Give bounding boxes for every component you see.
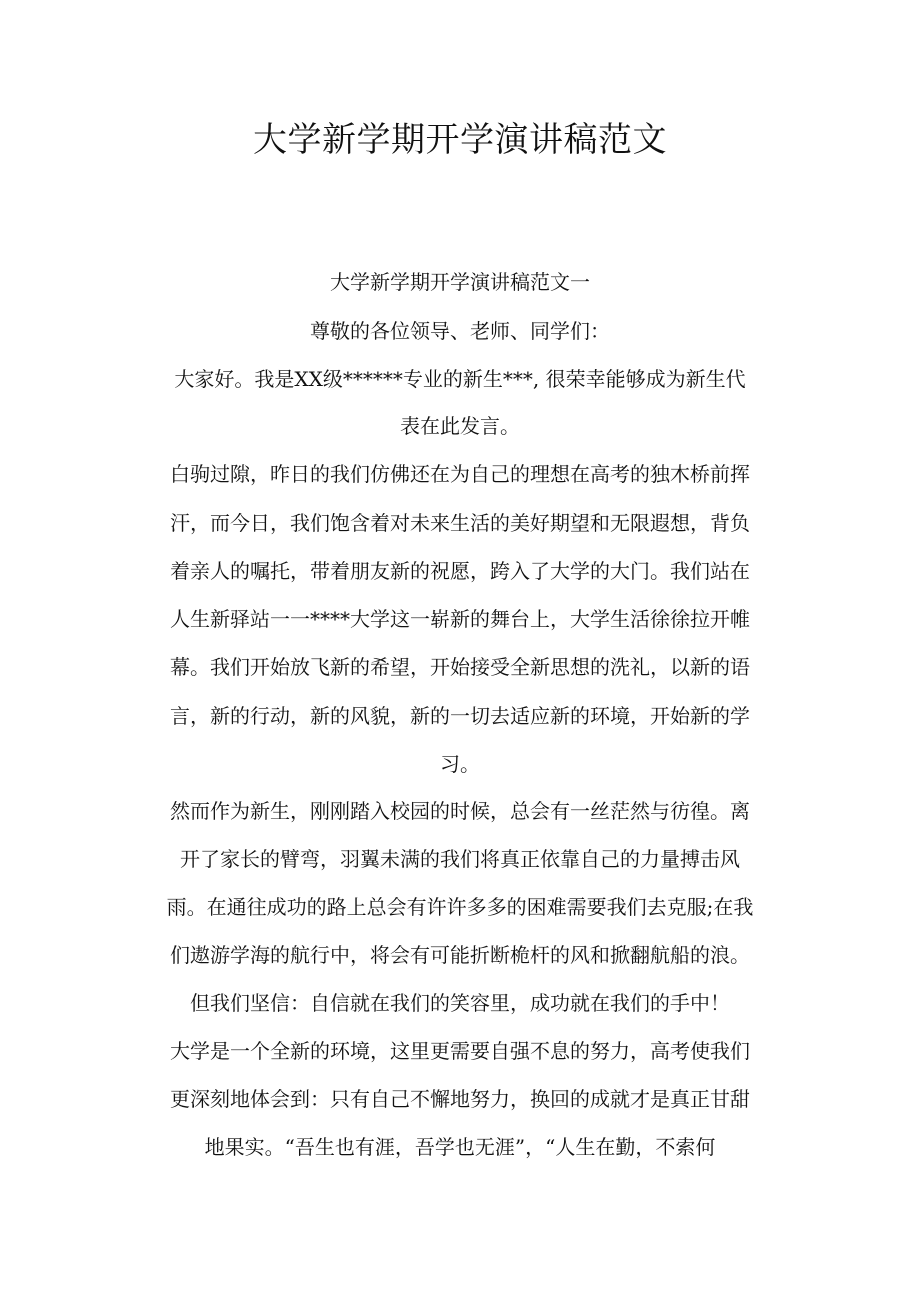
paragraph-line: 然而作为新生，刚刚踏入校园的时候，总会有一丝茫然与彷徨。离 xyxy=(170,799,750,823)
paragraph-line: 大学是一个全新的环境，这里更需要自强不息的努力，高考使我们 xyxy=(170,1039,750,1063)
salutation-line: 尊敬的各位领导、老师、同学们： xyxy=(310,319,610,343)
paragraph-line: 习。 xyxy=(440,752,480,776)
paragraph-line: 幕。我们开始放飞新的希望，开始接受全新思想的洗礼，以新的语 xyxy=(170,655,750,679)
paragraph-line: 表在此发言。 xyxy=(400,414,520,438)
section-heading: 大学新学期开学演讲稿范文一 xyxy=(330,270,590,294)
paragraph-line: 们遨游学海的航行中，将会有可能折断桅杆的风和掀翻航船的浪。 xyxy=(170,943,750,967)
paragraph-line: 更深刻地体会到：只有自己不懈地努力，换回的成就才是真正甘甜 xyxy=(170,1087,750,1111)
paragraph-line: 雨。在通往成功的路上总会有许许多多的困难需要我们去克服;在我 xyxy=(166,895,754,919)
paragraph-line: 白驹过隙，昨日的我们仿佛还在为自己的理想在高考的独木桥前挥 xyxy=(170,462,750,486)
paragraph-line: 大家好。我是XX级******专业的新生***, 很荣幸能够成为新生代 xyxy=(174,367,746,391)
document-title: 大学新学期开学演讲稿范文 xyxy=(253,120,667,160)
paragraph-line: 地果实。“吾生也有涯，吾学也无涯”，“人生在勤，不索何 xyxy=(204,1135,716,1159)
paragraph-line: 人生新驿站一一****大学这一崭新的舞台上，大学生活徐徐拉开帷 xyxy=(170,607,750,631)
paragraph-line: 着亲人的嘱托，带着朋友新的祝愿，跨入了大学的大门。我们站在 xyxy=(170,559,750,583)
paragraph-line: 但我们坚信：自信就在我们的笑容里，成功就在我们的手中！ xyxy=(190,991,730,1015)
paragraph-line: 言，新的行动，新的风貌，新的一切去适应新的环境，开始新的学 xyxy=(170,704,750,728)
paragraph-line: 汗，而今日，我们饱含着对未来生活的美好期望和无限遐想，背负 xyxy=(170,511,750,535)
paragraph-line: 开了家长的臂弯，羽翼未满的我们将真正依靠自己的力量搏击风 xyxy=(180,847,740,871)
